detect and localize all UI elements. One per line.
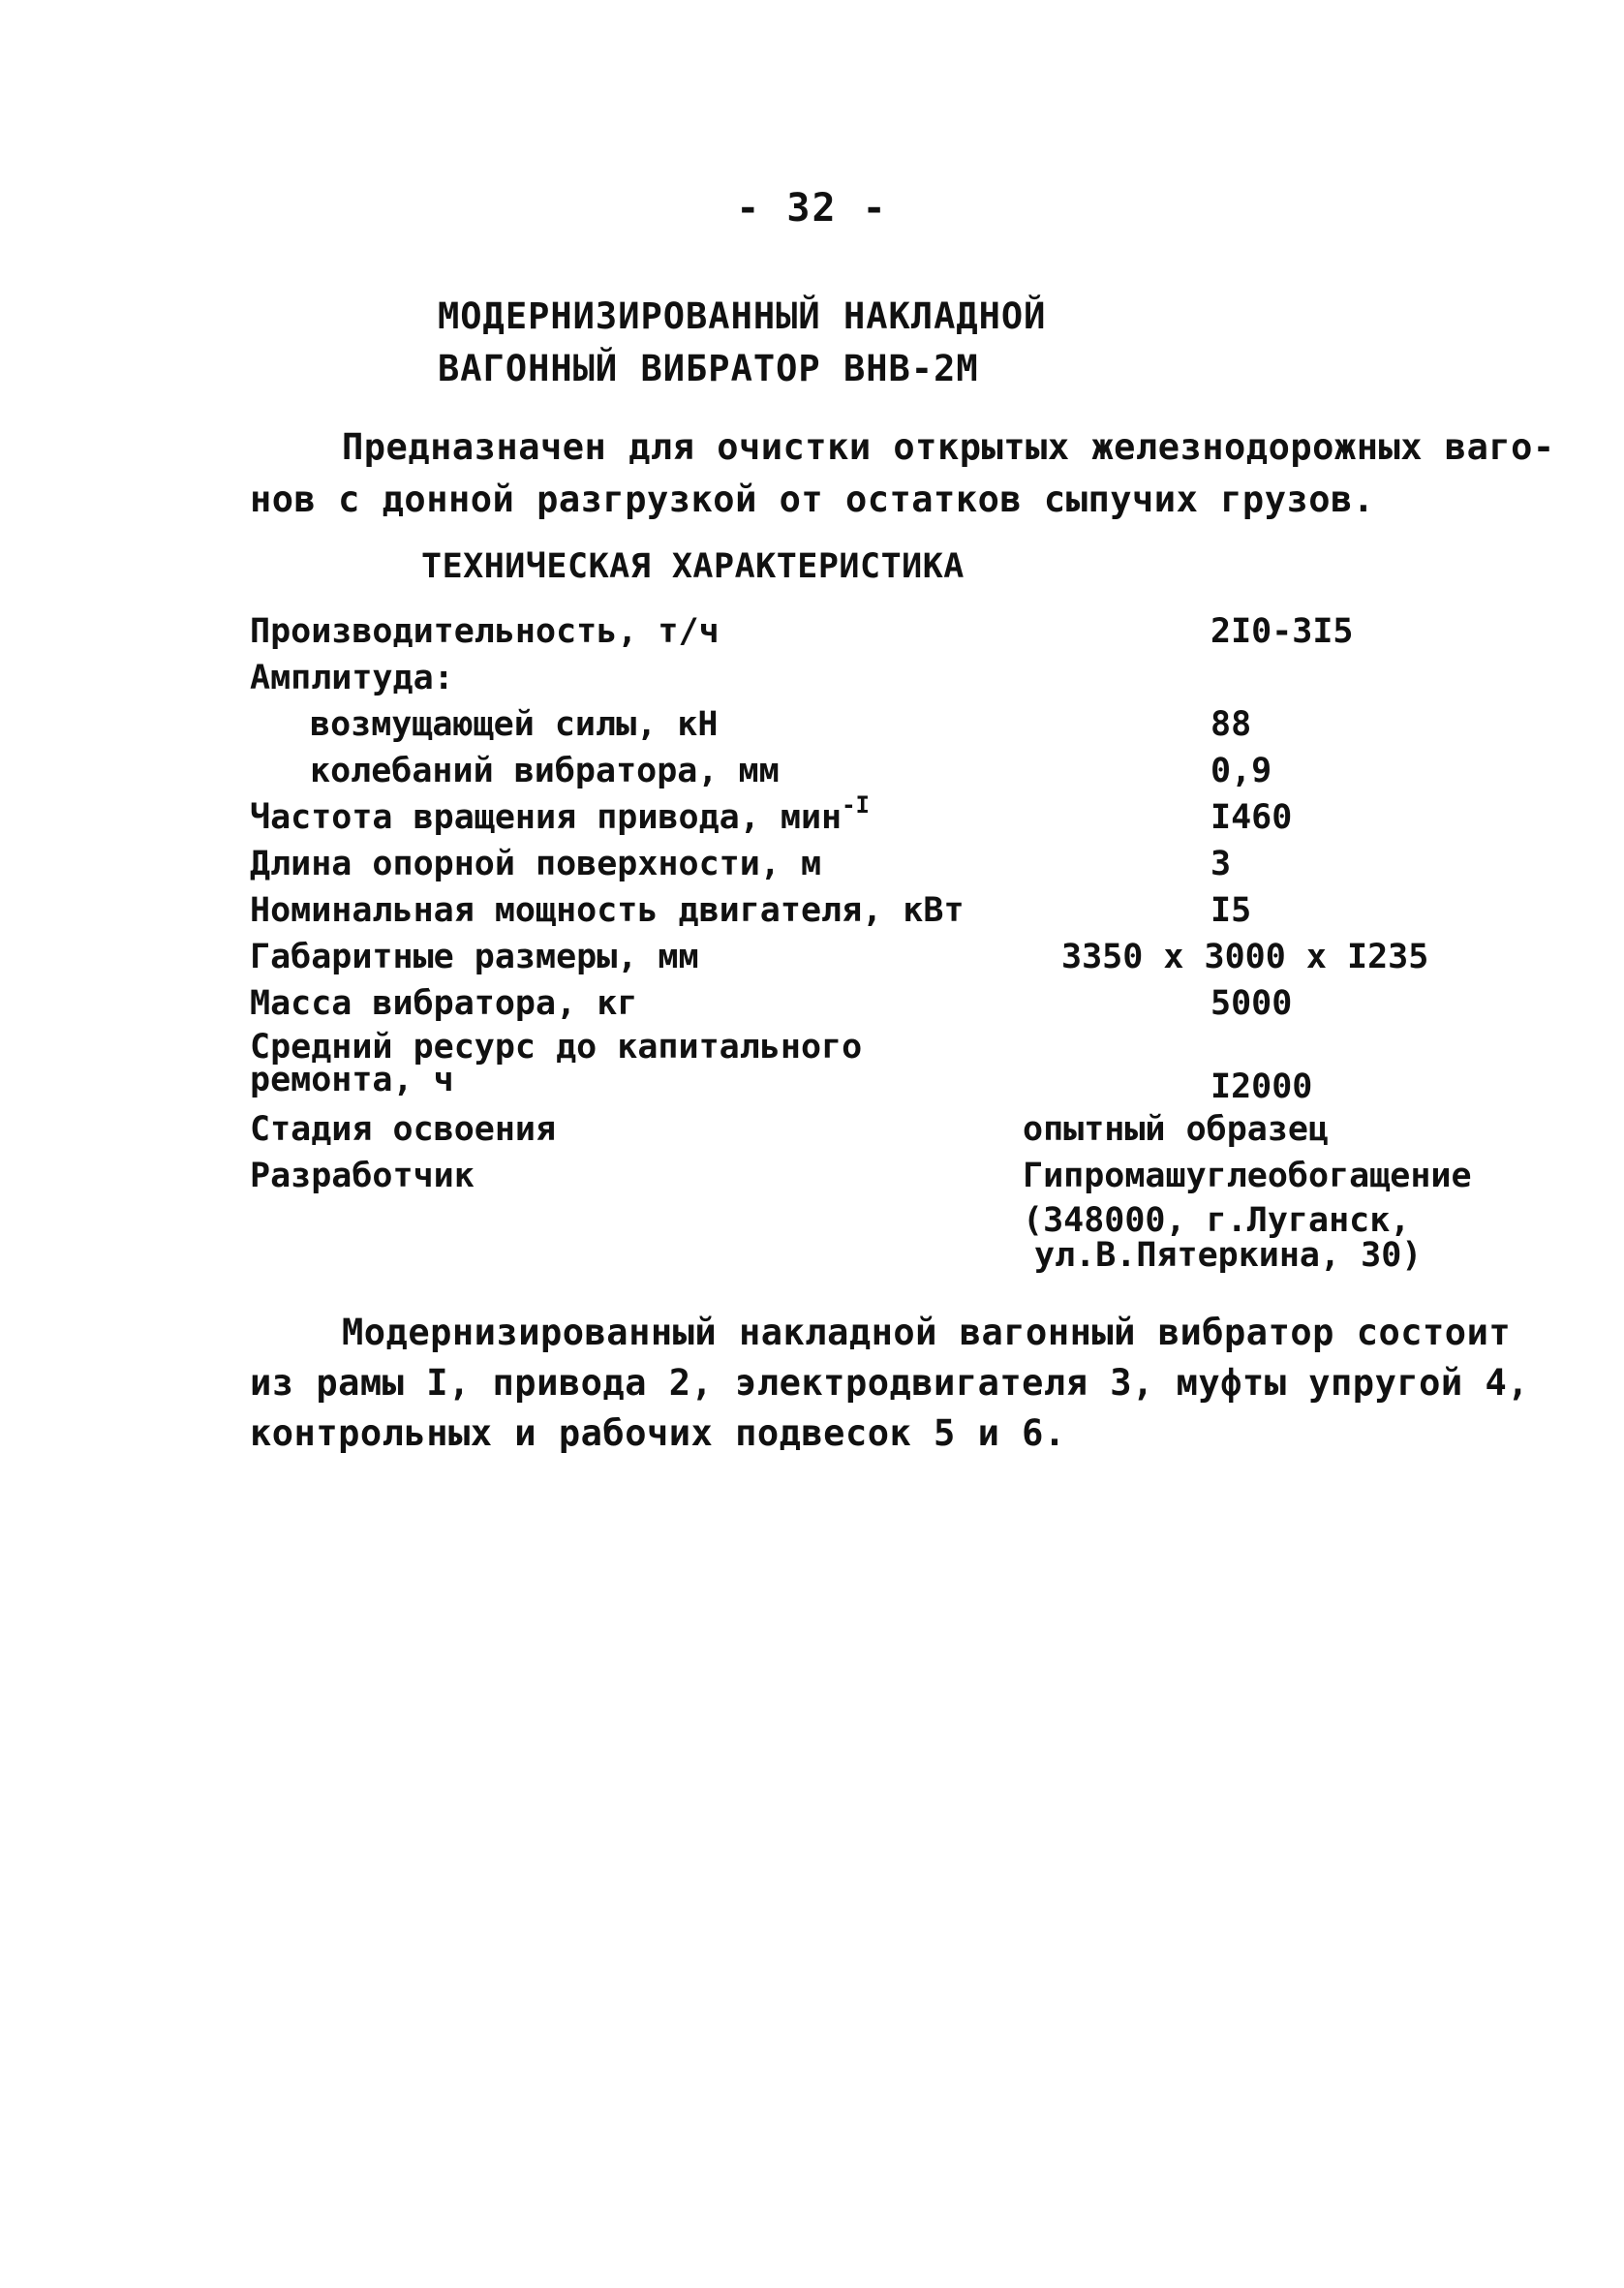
spec-value: 0,9 bbox=[1210, 752, 1272, 790]
spec-value: I2000 bbox=[1210, 1067, 1313, 1106]
specs-heading: ТЕХНИЧЕСКАЯ ХАРАКТЕРИСТИКА bbox=[421, 547, 965, 586]
spec-row-mass bbox=[250, 984, 1509, 1031]
closing-line-3: контрольных и рабочих подвесок 5 и 6. bbox=[250, 1412, 1066, 1454]
spec-row-developer bbox=[250, 1157, 1509, 1283]
spec-value: 3 bbox=[1210, 845, 1232, 883]
spec-row-oscillation bbox=[250, 752, 1509, 798]
title-line-1: МОДЕРНИЗИРОВАННЫЙ НАКЛАДНОЙ bbox=[438, 295, 1047, 337]
spec-label: колебаний вибратора, мм bbox=[310, 752, 780, 790]
spec-label: Стадия освоения bbox=[250, 1110, 557, 1149]
spec-value: Гипромашуглеобогащение bbox=[1023, 1157, 1472, 1195]
spec-value: 5000 bbox=[1210, 984, 1293, 1023]
spec-value: I5 bbox=[1210, 891, 1252, 930]
spec-row-productivity bbox=[250, 612, 1509, 659]
spec-label: Длина опорной поверхности, м bbox=[250, 845, 822, 883]
spec-row-dimensions bbox=[250, 938, 1509, 984]
document-title bbox=[438, 291, 1046, 395]
closing-paragraph bbox=[250, 1308, 1530, 1459]
spec-label: Номинальная мощность двигателя, кВт bbox=[250, 891, 965, 930]
spec-label: Производительность, т/ч bbox=[250, 612, 720, 651]
spec-label-superscript: -I bbox=[842, 791, 870, 819]
developer-address-line-1: (348000, г.Луганск, bbox=[1023, 1201, 1411, 1240]
spec-row-rotation bbox=[250, 791, 1509, 845]
closing-line-2: из рамы I, привода 2, электродвигателя 3, муфты упругой 4, bbox=[250, 1362, 1530, 1404]
closing-line-1: Модернизированный накладной вагонный вибратор состоит bbox=[342, 1312, 1512, 1353]
intro-line-1: Предназначен для очистки открытых железнодорожных ваго- bbox=[342, 426, 1555, 468]
spec-value: I460 bbox=[1210, 798, 1293, 837]
spec-label-text: Частота вращения привода, мин bbox=[250, 798, 843, 837]
spec-value: опытный образец bbox=[1023, 1110, 1330, 1149]
spec-value: 88 bbox=[1210, 705, 1252, 744]
intro-line-2: нов с донной разгрузкой от остатков сыпучих грузов. bbox=[250, 479, 1375, 520]
spec-label: Габаритные размеры, мм bbox=[250, 938, 699, 976]
spec-row-resource bbox=[250, 1028, 1509, 1110]
spec-label: Масса вибратора, кг bbox=[250, 984, 638, 1023]
page-number: - 32 - bbox=[736, 186, 888, 231]
spec-value: 2I0-3I5 bbox=[1210, 612, 1354, 651]
developer-address-line-2: ул.В.Пятеркина, 30) bbox=[1034, 1236, 1423, 1275]
spec-label-line-1: Средний ресурс до капитального bbox=[250, 1028, 863, 1067]
developer-address bbox=[1023, 1203, 1422, 1273]
title-line-2: ВАГОННЫЙ ВИБРАТОР ВНВ-2М bbox=[438, 348, 979, 389]
specs-table bbox=[250, 612, 1509, 1283]
spec-label bbox=[250, 791, 870, 837]
spec-label bbox=[250, 1028, 863, 1099]
spec-row-force bbox=[250, 705, 1509, 752]
spec-value: 3350 x 3000 x I235 bbox=[1061, 938, 1429, 976]
spec-label-line-2: ремонта, ч bbox=[250, 1061, 454, 1099]
spec-label: Амплитуда: bbox=[250, 659, 454, 697]
spec-label: возмущающей силы, кН bbox=[310, 705, 719, 744]
spec-row-stage bbox=[250, 1110, 1509, 1157]
spec-label: Разработчик bbox=[250, 1157, 475, 1195]
intro-paragraph bbox=[250, 421, 1555, 526]
spec-row-power bbox=[250, 891, 1509, 938]
spec-row-amplitude bbox=[250, 659, 1509, 705]
spec-row-support-length bbox=[250, 845, 1509, 891]
